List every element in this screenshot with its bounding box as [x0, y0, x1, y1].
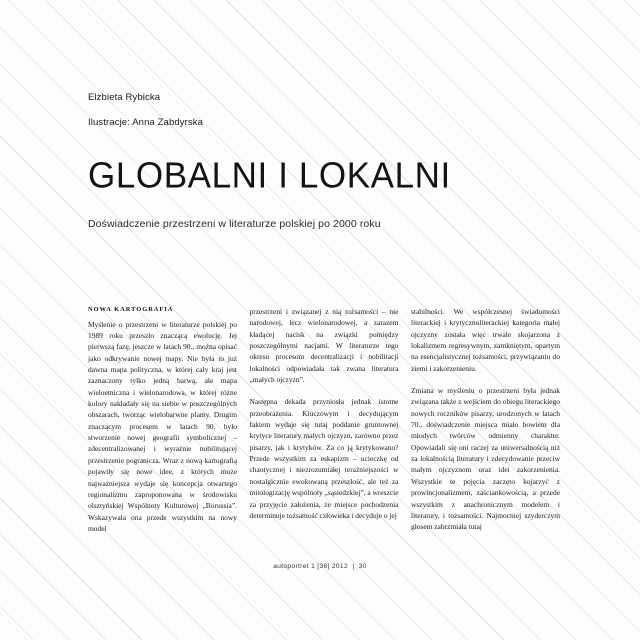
- page-footer: autoportret 1 [36] 2012 | 30: [273, 563, 367, 570]
- paragraph: stabilności. We współczesnej świadomości literackiej i krytycznoliterackiej kategoria małej ojczyzny została więc trwale skojarzona z lokalizmem regresywnym, zamkniętym, opartym na esencjalistycznej tożsamości, przywiązaniu do ziemi i zakorzenieniu.: [411, 307, 560, 373]
- article-header: [88, 92, 558, 231]
- section-heading: NOWA KARTOGRAFIA: [88, 306, 174, 313]
- page-title: GLOBALNI I LOKALNI: [88, 155, 451, 196]
- page-subtitle: Doświadczenie przestrzeni w literaturze polskiej po 2000 roku: [88, 217, 381, 230]
- text-column-3: [411, 306, 560, 534]
- paragraph: Następna dekada przyniosła jednak istotne przeobrażenia. Kluczowym i decydującym faktem wydaje się tutaj poddanie gruntownej krytyce literatury małych ojczyzn, zarówno przez pisarzy, jak i krytyków. Za co ją krytykowano? Przede wszystkim za eskapizm – ucieczkę od chaotycznej i niezrozumiałej teraźniejszości w nostalgicznie ewokowaną przeszłość, ale też za mitologizację wspólnoty „sąsiedzkiej”, a wreszcie za przyjęcie założenia, że miejsce pochodzenia determinuje tożsamość człowieka i decyduje o jej: [249, 397, 399, 520]
- text-column-1: [88, 306, 237, 534]
- paragraph: Myślenie o przestrzeni w literaturze polskiej po 1989 roku przeszło znaczącą ewolucję. Jej pierwszą fazę, jeszcze w latach 90., można opisać jako odkrywanie nowej mapy. Nie była to już dawna mapa polityczna, w której cały kraj jest zaznaczony tylko jedną barwą, ale mapa wieloetniczna i wielonarodowa, w której różne kolory nakładały się na siebie w poszczególnych obszarach, tworząc wielobarwne plamy. Drugim znaczącym procesem w latach 90. było stworzenie nowej geografii symbolicznej – zdecentralizowanej i wyraźnie nobilitującej przestrzenie pogranicza. Wraz z nową kartografią pojawiły się nowe idee, z których może najważniejsza wydaje się koncepcja otwartego regionalizmu zaproponowana w środowisku olsztyńskiej Wspólnoty Kulturowej „Borussia”. Wskazywała ona przede wszystkim na nowy model: [88, 319, 237, 533]
- text-column-2: [250, 306, 399, 534]
- paragraph: Zmiana w myśleniu o przestrzeni była jednak związana także z wejściem do obiegu literackiego nowych roczników pisarzy, urodzonych w latach 70., doświadczenie miejsca miało bowiem dla młodych twórców odmienny charakter. Opowiadali się oni raczej za uniwersalnością niż za lokalnością literatury i zdecydowanie przeciw małym ojczyznom oraz idei zakorzenienia. Wszystkie te pojęcia zaczęto kojarzyć z prowincjonalizmem, zaściankowością, a przede wszystkim z anachronicznym modelem i literatury, i tożsamości. Najmocniej szyderczym głosem zabrzmiała tutaj: [411, 386, 560, 532]
- author-byline: Elżbieta Rybicka: [88, 92, 161, 103]
- illustrator-byline: Ilustracje: Anna Zabdyrska: [88, 116, 204, 128]
- paragraph: przestrzeni i związanej z nią tożsamości – nie narodowej, lecz wielonarodowej, a zarazem kładącej nacisk na związki pomiędzy poszczególnymi nacjami. W literaturze tego okresu procesom decentralizacji i nobilitacji lokalności odpowiadała tak zwana literatura „małych ojczyzn”.: [249, 307, 399, 385]
- article-body-columns: [88, 306, 560, 534]
